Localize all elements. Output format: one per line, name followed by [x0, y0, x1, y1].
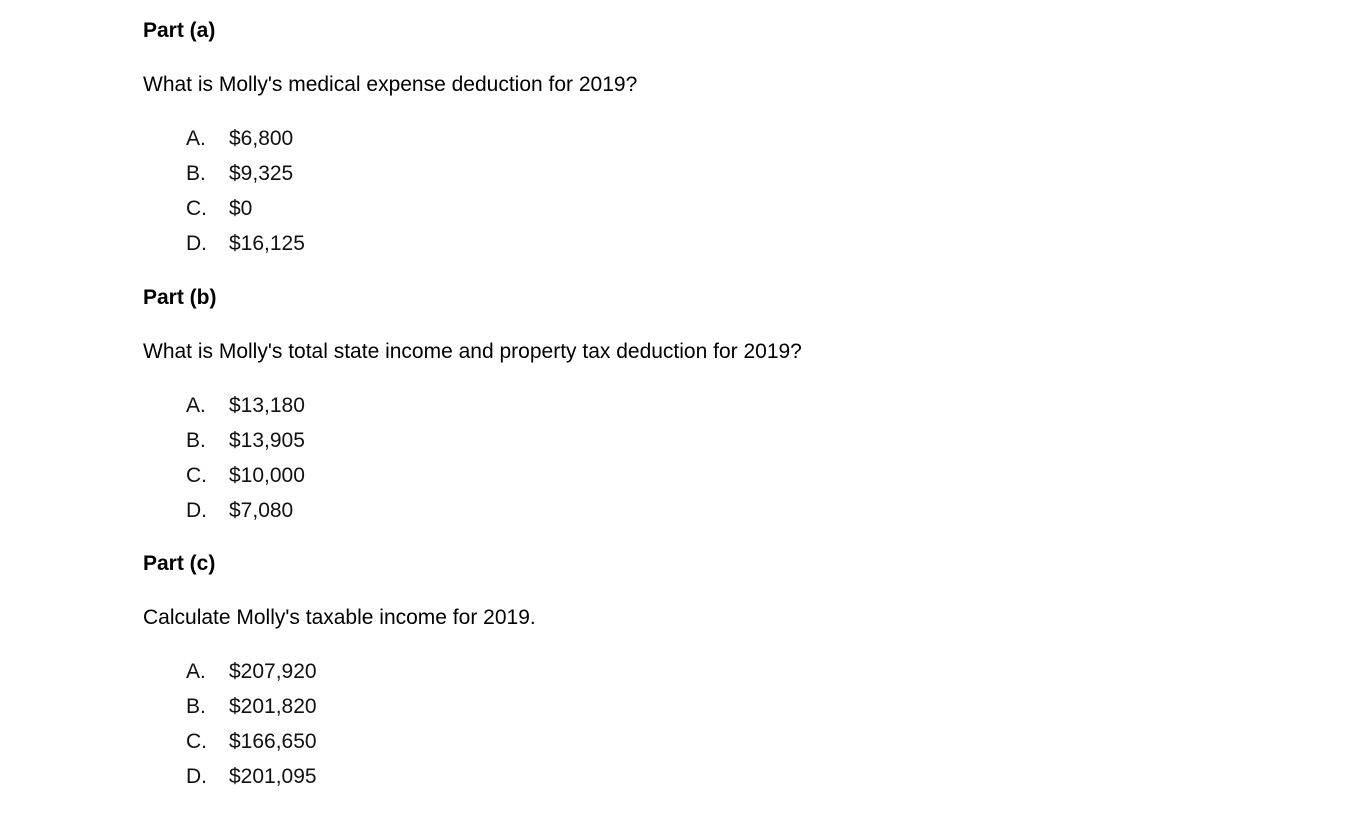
- part-c-option-d: [186, 759, 317, 794]
- part-b-option-c: [186, 458, 305, 493]
- option-letter: A.: [186, 660, 206, 683]
- option-value: $201,095: [229, 765, 317, 788]
- part-a-options: [186, 121, 305, 261]
- option-letter: B.: [186, 162, 206, 185]
- option-letter: C.: [186, 730, 207, 753]
- option-letter: D.: [186, 765, 207, 788]
- option-value: $7,080: [229, 499, 294, 522]
- part-a-option-a: [186, 121, 305, 156]
- option-letter: A.: [186, 127, 206, 150]
- part-b-question: What is Molly's total state income and property tax deduction for 2019?: [143, 340, 802, 363]
- option-letter: B.: [186, 429, 206, 452]
- option-value: $201,820: [229, 695, 317, 718]
- part-b-heading: Part (b): [143, 286, 217, 309]
- option-value: $9,325: [229, 162, 294, 185]
- option-value: $13,180: [229, 394, 305, 417]
- option-value: $207,920: [229, 660, 317, 683]
- option-value: $13,905: [229, 429, 305, 452]
- part-c-heading: Part (c): [143, 552, 216, 575]
- option-letter: B.: [186, 695, 206, 718]
- part-a-question: What is Molly's medical expense deduction for 2019?: [143, 73, 638, 96]
- part-c-option-c: [186, 724, 317, 759]
- part-b-options: [186, 388, 305, 528]
- option-value: $0: [229, 197, 253, 220]
- part-a-option-d: [186, 226, 305, 261]
- part-c-option-a: [186, 654, 317, 689]
- option-value: $6,800: [229, 127, 294, 150]
- option-letter: D.: [186, 499, 207, 522]
- option-letter: D.: [186, 232, 207, 255]
- option-value: $10,000: [229, 464, 305, 487]
- option-letter: C.: [186, 197, 207, 220]
- part-a-heading: Part (a): [143, 19, 216, 42]
- option-letter: A.: [186, 394, 206, 417]
- option-letter: C.: [186, 464, 207, 487]
- part-c-question: Calculate Molly's taxable income for 2019.: [143, 606, 536, 629]
- part-b-option-b: [186, 423, 305, 458]
- part-a-option-c: [186, 191, 305, 226]
- part-c-option-b: [186, 689, 317, 724]
- option-value: $16,125: [229, 232, 305, 255]
- part-c-options: [186, 654, 317, 794]
- part-a-option-b: [186, 156, 305, 191]
- part-b-option-d: [186, 493, 305, 528]
- option-value: $166,650: [229, 730, 317, 753]
- part-b-option-a: [186, 388, 305, 423]
